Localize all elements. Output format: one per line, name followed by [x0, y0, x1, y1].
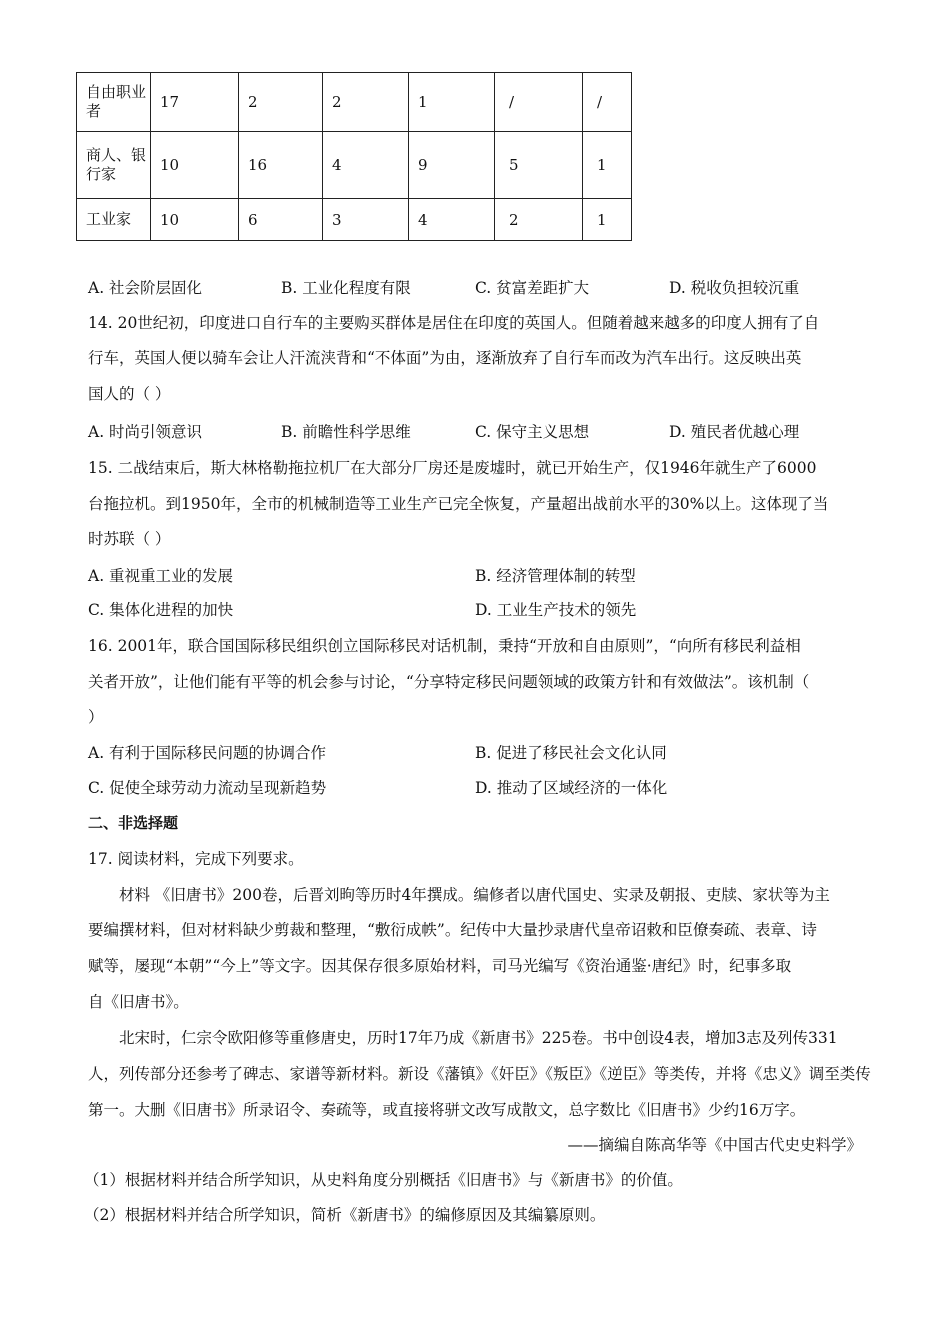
q17-subquestion: （2）根据材料并结合所学知识，简析《新唐书》的编修原因及其编纂原则。: [84, 1206, 606, 1224]
q15-stem-line: 时苏联（ ）: [88, 530, 171, 548]
q14-stem-line: 国人的（ ）: [88, 385, 171, 403]
data-table: [76, 72, 632, 241]
table-cell: 2: [495, 199, 583, 241]
table-cell: /: [495, 73, 583, 132]
q17-material-line: 要编撰材料，但对材料缺少剪裁和整理，“敷衍成帙”。纪传中大量抄录唐代皇帝诏敕和臣僚奏疏、表章、诗: [88, 921, 817, 939]
q17-subquestion: （1）根据材料并结合所学知识，从史料角度分别概括《旧唐书》与《新唐书》的价值。: [84, 1171, 683, 1189]
option-b: B. 促进了移民社会文化认同: [475, 744, 667, 762]
table-cell: 4: [409, 199, 495, 241]
q17-material-line: 北宋时，仁宗令欧阳修等重修唐史，历时17年乃成《新唐书》225卷。书中创设4表，增加3志及列传331: [119, 1029, 838, 1047]
table-row: [77, 132, 632, 199]
q17-material-line: 第一。大删《旧唐书》所录诏令、奏疏等，或直接将骈文改写成散文，总字数比《旧唐书》少约16万字。: [88, 1101, 806, 1119]
table-cell: 2: [323, 73, 409, 132]
q16-stem-line: 关者开放”，让他们能有平等的机会参与讨论，“分享特定移民问题领域的政策方针和有效做法”。该机制（: [88, 673, 810, 691]
table-cell: 5: [495, 132, 583, 199]
table-row: [77, 199, 632, 241]
q17-intro: 17. 阅读材料，完成下列要求。: [88, 850, 304, 868]
table-cell: 1: [409, 73, 495, 132]
table-cell: 2: [239, 73, 323, 132]
table-cell: 6: [239, 199, 323, 241]
table-row: [77, 73, 632, 132]
table-cell: 4: [323, 132, 409, 199]
table-cell: 工业家: [77, 199, 151, 241]
table-cell: /: [583, 73, 632, 132]
q15-stem-line: 台拖拉机。到1950年，全市的机械制造等工业生产已完全恢复，产量超出战前水平的30%以上。这体现了当: [88, 495, 829, 513]
q14-stem-line: 14. 20世纪初，印度进口自行车的主要购买群体是居住在印度的英国人。但随着越来越多的印度人拥有了自: [88, 314, 820, 332]
table-cell: 商人、银行家: [77, 132, 151, 199]
table-cell: 1: [583, 132, 632, 199]
q17-material-line: 自《旧唐书》。: [88, 993, 189, 1011]
q16-stem-line: 16. 2001年，联合国国际移民组织创立国际移民对话机制，秉持“开放和自由原则”，“向所有移民利益相: [88, 637, 801, 655]
q15-stem-line: 15. 二战结束后，斯大林格勒拖拉机厂在大部分厂房还是废墟时，就已开始生产，仅1946年就生产了6000: [88, 459, 817, 477]
table-cell: 10: [151, 132, 239, 199]
option-b: B. 经济管理体制的转型: [475, 567, 636, 585]
q16-stem-line: ）: [88, 708, 104, 726]
q17-material-line: 赋等，屡现“本朝”“今上”等文字。因其保存很多原始材料，司马光编写《资治通鉴·唐纪》时，纪事多取: [88, 957, 792, 975]
option-d: D. 殖民者优越心理: [669, 423, 800, 441]
table-cell: 9: [409, 132, 495, 199]
q14-stem-line: 行车，英国人便以骑车会让人汗流浃背和“不体面”为由，逐渐放弃了自行车而改为汽车出行。这反映出英: [88, 349, 802, 367]
option-d: D. 工业生产技术的领先: [475, 601, 637, 619]
option-b: B. 前瞻性科学思维: [281, 423, 411, 441]
option-c: C. 促使全球劳动力流动呈现新趋势: [88, 779, 327, 797]
table-cell: 16: [239, 132, 323, 199]
option-d: D. 推动了区域经济的一体化: [475, 779, 668, 797]
section-heading: 二、非选择题: [88, 814, 179, 832]
table-cell: 3: [323, 199, 409, 241]
option-c: C. 集体化进程的加快: [88, 601, 234, 619]
option-c: C. 贫富差距扩大: [475, 279, 590, 297]
q17-source: ——摘编自陈高华等《中国古代史史料学》: [567, 1136, 862, 1154]
option-a: A. 有利于国际移民问题的协调合作: [88, 744, 327, 762]
option-a: A. 重视重工业的发展: [88, 567, 234, 585]
table-cell: 10: [151, 199, 239, 241]
option-b: B. 工业化程度有限: [281, 279, 411, 297]
q17-material-line: 人，列传部分还参考了碑志、家谱等新材料。新设《藩镇》《奸臣》《叛臣》《逆臣》等类传，并将《忠义》调至类传: [88, 1065, 871, 1083]
table-cell: 自由职业者: [77, 73, 151, 132]
table-cell: 17: [151, 73, 239, 132]
q17-material-line: 材料 《旧唐书》200卷，后晋刘昫等历时4年撰成。编修者以唐代国史、实录及朝报、吏牍、家状等为主: [119, 886, 830, 904]
table-cell: 1: [583, 199, 632, 241]
option-a: A. 时尚引领意识: [88, 423, 203, 441]
option-d: D. 税收负担较沉重: [669, 279, 800, 297]
option-a: A. 社会阶层固化: [88, 279, 203, 297]
option-c: C. 保守主义思想: [475, 423, 590, 441]
